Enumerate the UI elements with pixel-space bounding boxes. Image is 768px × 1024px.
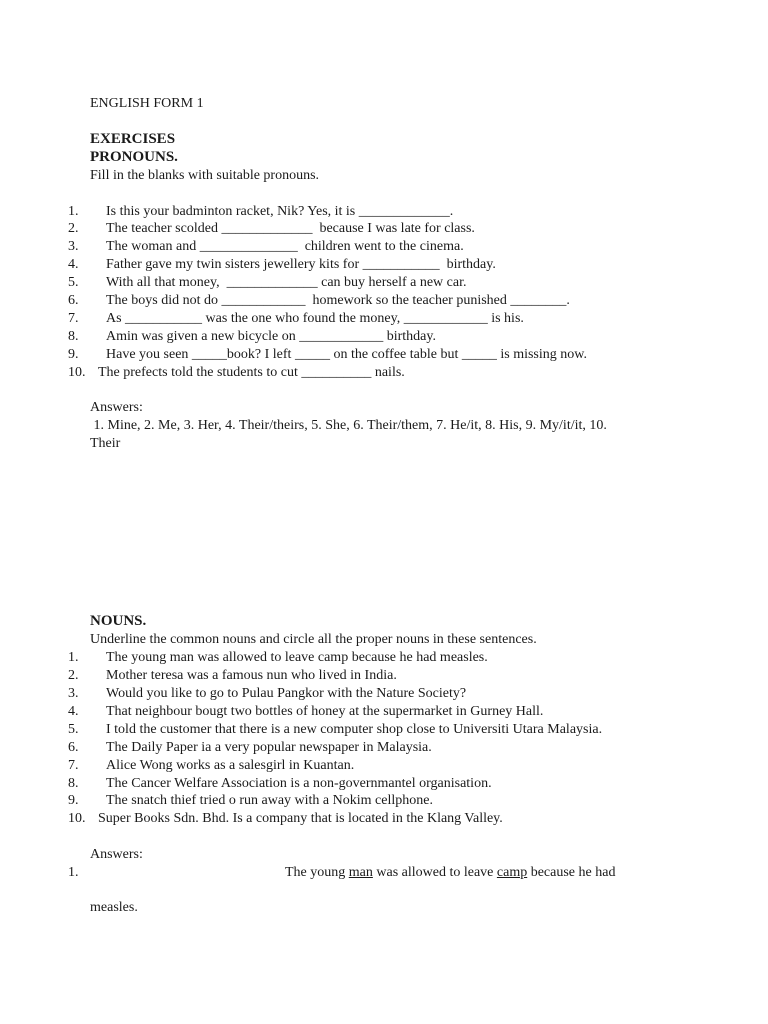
answer-text: was allowed to leave [372,865,497,880]
answer-text: because he had [527,865,616,880]
pronoun-item: Have you seen _____book? I left _____ on the coffee table but _____ is missing now. [106,347,587,362]
item-number: 4. [68,704,79,719]
item-number: 7. [68,311,79,326]
document-title: ENGLISH FORM 1 [90,96,204,111]
item-number: 3. [68,686,79,701]
noun-answer-1-continued: measles. [90,900,138,915]
pronoun-item: The boys did not do ____________ homework so the teacher punished ________. [106,293,570,308]
item-number: 5. [68,722,79,737]
item-number: 6. [68,740,79,755]
pronouns-answers: 1. Mine, 2. Me, 3. Her, 4. Their/theirs, 5. She, 6. Their/them, 7. He/it, 8. His, 9. My/it/it, 10. [90,418,607,433]
answer-text: The young [285,865,349,880]
noun-answer-1 [285,864,615,881]
noun-item: Would you like to go to Pulau Pangkor with the Nature Society? [106,686,467,701]
item-number: 2. [68,221,79,236]
pronouns-heading: PRONOUNS. [90,149,178,165]
item-number: 3. [68,239,79,254]
noun-item: The Daily Paper ia a very popular newspaper in Malaysia. [106,740,432,755]
item-number: 5. [68,275,79,290]
item-number: 6. [68,293,79,308]
nouns-heading: NOUNS. [90,613,147,629]
pronouns-answers-label: Answers: [90,400,143,415]
noun-item: I told the customer that there is a new computer shop close to Universiti Utara Malaysia. [106,722,603,737]
underlined-common-noun: camp [496,865,528,880]
nouns-answers-label: Answers: [90,847,143,862]
item-number: 2. [68,668,79,683]
pronouns-answers-continued: Their [90,436,121,451]
exercises-heading: EXERCISES [90,131,176,147]
item-number: 8. [68,776,79,791]
noun-item: The Cancer Welfare Association is a non-governmantel organisation. [106,776,492,791]
noun-item: That neighbour bougt two bottles of honey at the supermarket in Gurney Hall. [106,704,544,719]
pronoun-item: Amin was given a new bicycle on ____________ birthday. [106,329,436,344]
item-number: 10. [68,365,86,380]
item-number: 1. [68,650,79,665]
item-number: 1. [68,204,79,219]
noun-item: The snatch thief tried o run away with a Nokim cellphone. [106,793,433,808]
item-number: 7. [68,758,79,773]
pronoun-item: Is this your badminton racket, Nik? Yes, it is _____________. [106,204,454,219]
nouns-instruction: Underline the common nouns and circle all the proper nouns in these sentences. [90,632,537,647]
pronoun-item: As ___________ was the one who found the money, ____________ is his. [106,311,524,326]
pronoun-item: Father gave my twin sisters jewellery kits for ___________ birthday. [106,257,496,272]
item-number: 10. [68,811,86,826]
pronoun-item: The teacher scolded _____________ because I was late for class. [106,221,475,236]
pronoun-item: The prefects told the students to cut __________ nails. [98,365,405,380]
pronoun-item: The woman and ______________ children went to the cinema. [106,239,464,254]
underlined-common-noun: man [348,865,373,880]
noun-item: Super Books Sdn. Bhd. Is a company that is located in the Klang Valley. [98,811,503,826]
item-number: 4. [68,257,79,272]
noun-item: Alice Wong works as a salesgirl in Kuantan. [106,758,355,773]
item-number: 9. [68,347,79,362]
item-number: 1. [68,865,79,880]
pronoun-item: With all that money, _____________ can buy herself a new car. [106,275,467,290]
item-number: 8. [68,329,79,344]
noun-item: Mother teresa was a famous nun who lived in India. [106,668,397,683]
pronouns-instruction: Fill in the blanks with suitable pronouns. [90,168,320,183]
noun-item: The young man was allowed to leave camp because he had measles. [106,650,488,665]
item-number: 9. [68,793,79,808]
